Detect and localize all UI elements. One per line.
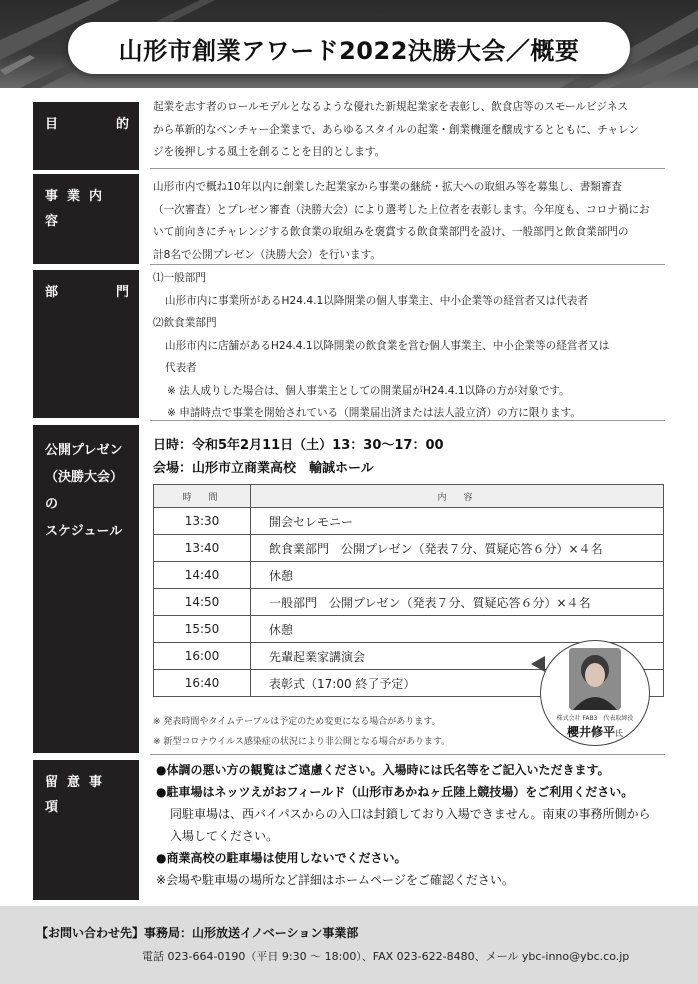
business-text: 山形市内で概ね10年以内に創業した起業家から事業の継続・拡大への取組み等を募集し、書類審査 （一次審査）とプレゼン審査（決勝大会）により選考した上位者を表彰します。今年度も、コロナ禍にお いて前向きにチャレンジする飲食業の取組みを褒賞する飲食業部門を設け、一般部門と飲食業部門の 計8名で公開プレゼン（決勝大会）を行います。 (153, 181, 650, 261)
table-row: 16:00 先輩起業家講演会 (154, 643, 664, 670)
label-purpose-char-2: 的 (115, 117, 129, 132)
food-division-title: ⑵飲食業部門 (153, 317, 217, 329)
general-division-desc: 山形市内に事業所があるH24.4.1以降開業の個人事業主、中小企業等の経営者又は代表者 (165, 294, 589, 307)
divider (150, 168, 665, 169)
table-row: 16:40 表彰式（17:00 終了予定） (154, 670, 664, 697)
label-divisions (33, 270, 139, 418)
page-title: 山形市創業アワード2022決勝大会／概要 (118, 36, 580, 65)
title-box (68, 22, 630, 74)
label-remarks: 留意事項 (33, 760, 139, 900)
divider (150, 420, 665, 421)
header-band (0, 0, 698, 88)
label-purpose-char-1: 目 (45, 117, 59, 132)
table-row: 14:50 一般部門 公開プレゼン（発表７分、質疑応答６分）×４名 (154, 589, 664, 616)
table-row: 13:30 開会セレモニー (154, 508, 664, 535)
food-division-desc: 山形市内に店舗があるH24.4.1以降開業の飲食業を営む個人事業主、中小企業等の経営者又は (165, 339, 610, 352)
table-row: 15:50 休憩 (154, 616, 664, 643)
speaker-name: 櫻井修平氏 (566, 725, 623, 739)
table-header-row (154, 485, 664, 508)
divisions-text: ⑴一般部門 山形市内に事業所があるH24.4.1以降開業の個人事業主、中小企業等の経営者又は代表者 ⑵飲食業部門 山形市内に店舗があるH24.4.1以降開業の飲食業を営む個人事業主、中小企業等の経営者又は 代表者 ※ 法人成りした場合は、個人事業主としての開業届がH24.4.1以降の方が対象です。 ※ 申請時点で事業を開始されている（開業届出済または法人設立済）の方に限ります。 (153, 267, 668, 425)
remarks-text: ●体調の悪い方の観覧はご遠慮ください。入場時には氏名等をご記入いただきます。 ●駐車場はネッツえがおフィールド（山形市あかねヶ丘陸上競技場）をご利用ください。 同駐車場は、西バイパスからの入口は封鎖しており入場できません。南東の事務所側から 入場してください。 ●商業高校の駐車場は使用しないでください。 ※会場や駐車場の場所など詳細はホームページをご確認ください。 (156, 763, 651, 887)
table-row: 14:40 休憩 (154, 562, 664, 589)
label-business: 事業内容 (33, 174, 139, 264)
general-division-title: ⑴一般部門 (153, 272, 206, 284)
label-divisions-char-2: 門 (115, 285, 129, 300)
footer-contact: 【お問い合わせ先】事務局：山形放送イノベーション事業部 (36, 926, 359, 940)
label-schedule: 公開プレゼン （決勝大会）の スケジュール (33, 425, 139, 753)
footer-details: 電話 023-664-0190（平日 9:30 ～ 18:00）、FAX 023-622-8480、メール ybc-inno@ybc.co.jp (142, 950, 630, 963)
person-silhouette-icon (569, 648, 621, 710)
purpose-text: 起業を志す者のロールモデルとなるような優れた新規起業家を表彰し、飲食店等のスモールビジネス から革新的なベンチャー企業まで、あらゆるスタイルの起業・創業機運を醸成するとともに、チャレン ジを後押しする風土を創ることを目的とします。 (153, 101, 639, 158)
speaker-photo (569, 648, 621, 710)
speaker-company: 株式会社 FAB3 代表取締役 (556, 715, 634, 722)
event-datetime: 日時：令和5年2月11日（土）13：30～17：00 (153, 438, 444, 453)
division-note: ※ 法人成りした場合は、個人事業主としての開業届がH24.4.1以降の方が対象です。 (167, 384, 570, 397)
schedule-notes: ※ 発表時間やタイムテーブルは予定のため変更になる場合があります。 ※ 新型コロナウイルス感染症の状況により非公開となる場合があります。 (153, 717, 451, 747)
label-divisions-char-1: 部 (45, 285, 59, 300)
column-header-time: 時 間 (154, 485, 251, 508)
speech-bubble-tail (531, 656, 545, 672)
division-note: ※ 申請時点で事業を開始されている（開業届出済または法人設立済）の方に限ります。 (167, 407, 581, 419)
table-row: 13:40 飲食業部門 公開プレゼン（発表７分、質疑応答６分）×４名 (154, 535, 664, 562)
label-purpose (33, 102, 139, 170)
column-header-content: 内 容 (251, 485, 664, 508)
footer (0, 906, 698, 984)
divider (150, 754, 665, 755)
event-venue: 会場：山形市立商業高校 輸誠ホール (153, 461, 374, 476)
divider (150, 264, 665, 265)
